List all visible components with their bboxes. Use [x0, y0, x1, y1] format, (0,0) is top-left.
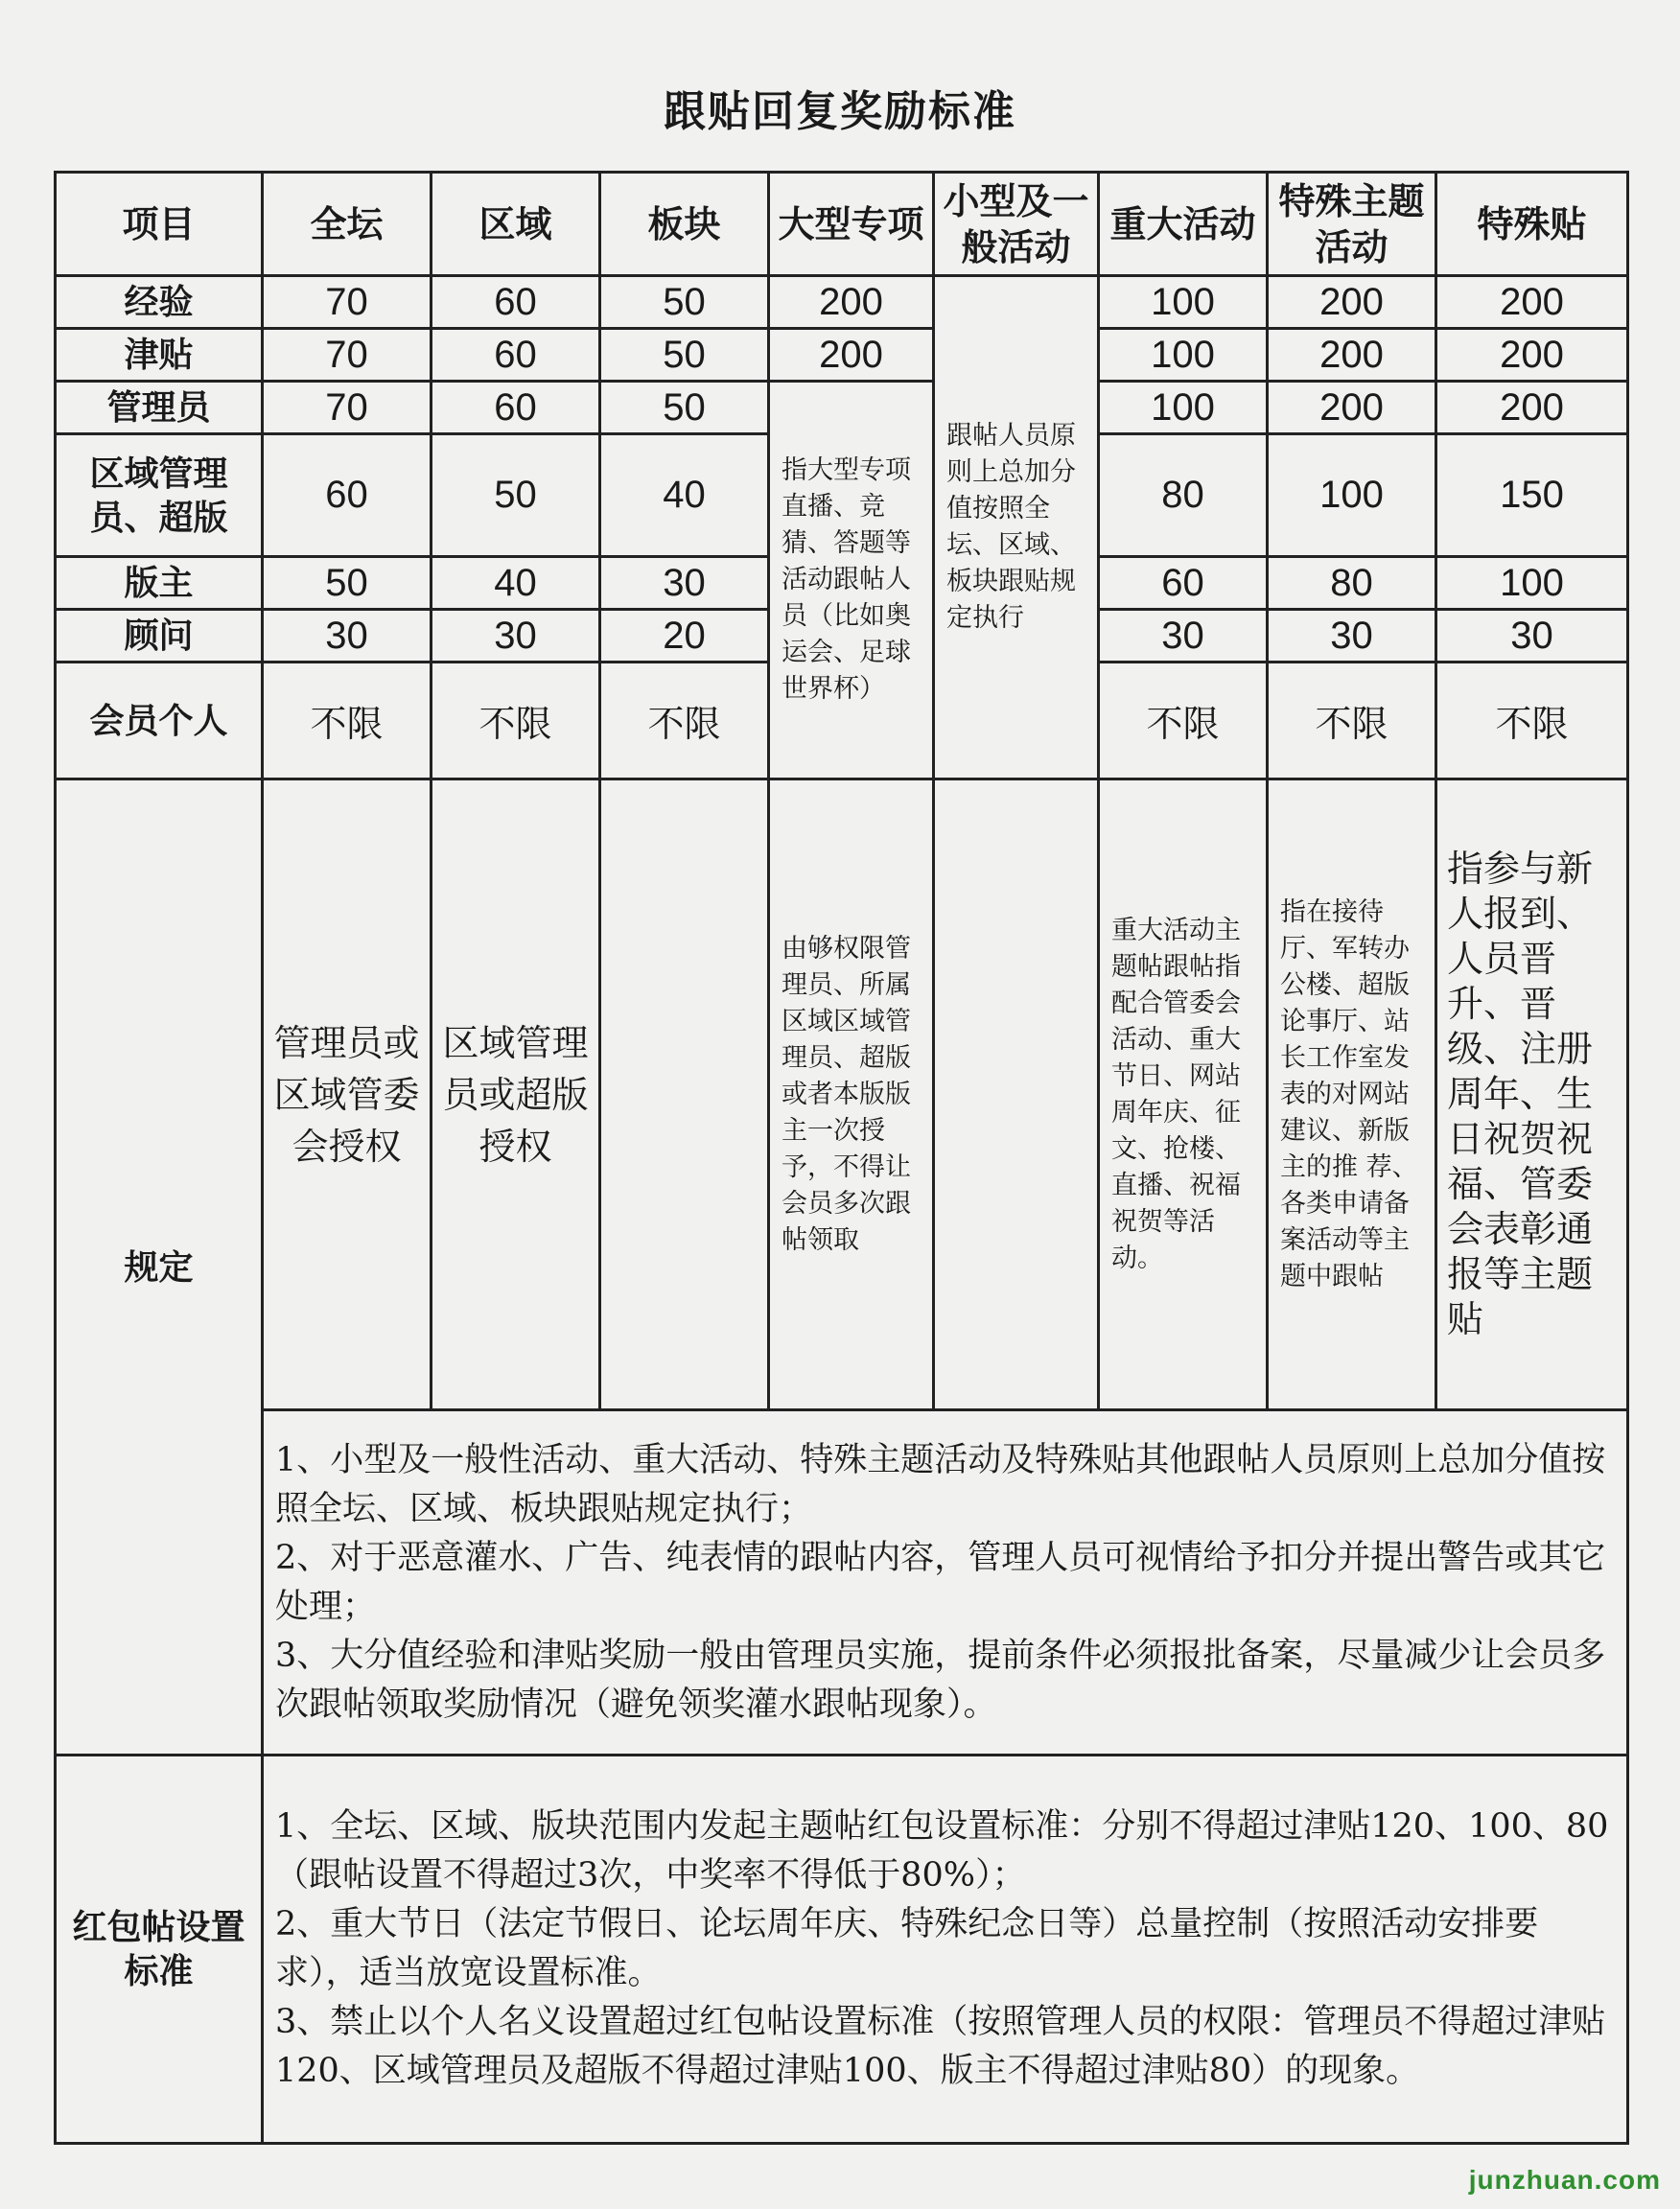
cell-advisor-region: 30: [432, 610, 600, 663]
cell-member-region: 不限: [432, 663, 600, 779]
cell-admin-special-post: 200: [1436, 382, 1628, 434]
header-small-activity: 小型及一般活动: [934, 173, 1099, 276]
red-packet-item: 2、重大节日（法定节假日、论坛周年庆、特殊纪念日等）总量控制（按照活动安排要求），适当放宽设置标准。: [275, 1905, 1539, 1992]
cell-region-admin-major: 80: [1099, 434, 1268, 557]
cell-advisor-block: 20: [600, 610, 769, 663]
row-label-red-packet: 红包帖设置标准: [56, 1756, 263, 2144]
cell-moderator-special-post: 100: [1436, 557, 1628, 610]
cell-moderator-region: 40: [432, 557, 600, 610]
cell-advisor-major: 30: [1099, 610, 1268, 663]
rule-major-activity: 重大活动主题帖跟帖指配合管委会活动、重大节日、网站周年庆、征文、抢楼、直播、祝福祝贺等活动。: [1099, 779, 1268, 1410]
note-item: 2、对于恶意灌水、广告、纯表情的跟帖内容，管理人员可视情给予扣分并提出警告或其它处理；: [275, 1538, 1606, 1626]
rule-special-theme: 指在接待厅、军转办公楼、超版论事厅、站长工作室发表的对网站建议、新版主的推 荐、各类申请备案活动等主题中跟帖: [1268, 779, 1436, 1410]
red-packet-item: 3、禁止以个人名义设置超过红包帖设置标准（按照管理人员的权限：管理员不得超过津贴120、区域管理员及超版不得超过津贴100、版主不得超过津贴80）的现象。: [275, 2003, 1606, 2090]
note-item: 1、小型及一般性活动、重大活动、特殊主题活动及特殊贴其他跟帖人员原则上总加分值按照全坛、区域、板块跟贴规定执行；: [275, 1440, 1606, 1528]
cell-admin-special-theme: 200: [1268, 382, 1436, 434]
cell-moderator-major: 60: [1099, 557, 1268, 610]
general-notes: [263, 1410, 1628, 1756]
row-label-advisor: 顾问: [56, 610, 263, 663]
row-notes: [56, 1410, 1628, 1756]
header-special-post: 特殊贴: [1436, 173, 1628, 276]
cell-allow-forum: 70: [263, 329, 432, 382]
cell-member-major: 不限: [1099, 663, 1268, 779]
row-label-allowance: 津贴: [56, 329, 263, 382]
rule-special-post: 指参与新人报到、人员晋升、晋级、注册周年、生日祝贺祝福、管委会表彰通报等主题贴: [1436, 779, 1628, 1410]
cell-moderator-block: 30: [600, 557, 769, 610]
cell-exp-major: 100: [1099, 276, 1268, 329]
cell-region-admin-forum: 60: [263, 434, 432, 557]
row-rules: [56, 779, 1628, 1410]
rule-region: 区域管理员或超版授权: [432, 779, 600, 1410]
header-row: [56, 173, 1628, 276]
rule-small-activity: [934, 779, 1099, 1410]
row-allowance: [56, 329, 1628, 382]
cell-exp-region: 60: [432, 276, 600, 329]
header-region: 区域: [432, 173, 600, 276]
cell-allow-special-post: 200: [1436, 329, 1628, 382]
row-exp: [56, 276, 1628, 329]
small-activity-description: 跟帖人员原则上总加分值按照全坛、区域、板块跟贴规定执行: [934, 276, 1099, 779]
cell-member-special-post: 不限: [1436, 663, 1628, 779]
header-special-theme: 特殊主题活动: [1268, 173, 1436, 276]
header-large-special: 大型专项: [769, 173, 934, 276]
cell-allow-large-special: 200: [769, 329, 934, 382]
cell-advisor-special-post: 30: [1436, 610, 1628, 663]
cell-exp-special-theme: 200: [1268, 276, 1436, 329]
header-block: 板块: [600, 173, 769, 276]
red-packet-standard: [263, 1756, 1628, 2144]
row-label-member: 会员个人: [56, 663, 263, 779]
red-packet-item: 1、全坛、区域、版块范围内发起主题帖红包设置标准：分别不得超过津贴120、100、80（跟帖设置不得超过3次，中奖率不得低于80%）；: [275, 1807, 1609, 1895]
note-item: 3、大分值经验和津贴奖励一般由管理员实施，提前条件必须报批备案，尽量减少让会员多次跟帖领取奖励情况（避免领奖灌水跟帖现象）。: [275, 1636, 1606, 1724]
cell-allow-region: 60: [432, 329, 600, 382]
row-label-admin: 管理员: [56, 382, 263, 434]
page-title: 跟贴回复奖励标准: [664, 87, 1016, 136]
cell-exp-large-special: 200: [769, 276, 934, 329]
cell-exp-special-post: 200: [1436, 276, 1628, 329]
cell-region-admin-special-theme: 100: [1268, 434, 1436, 557]
rule-forum: 管理员或区域管委会授权: [263, 779, 432, 1410]
cell-moderator-special-theme: 80: [1268, 557, 1436, 610]
site-watermark: junzhuan.com: [1468, 2165, 1661, 2195]
header-item: 项目: [56, 173, 263, 276]
row-admin: [56, 382, 1628, 434]
cell-advisor-forum: 30: [263, 610, 432, 663]
row-red-packet: [56, 1756, 1628, 2144]
reward-standard-table: [54, 171, 1629, 2145]
cell-admin-forum: 70: [263, 382, 432, 434]
rule-large-special: 由够权限管理员、所属区域区域管理员、超版或者本版版主一次授予，不得让会员多次跟帖领取: [769, 779, 934, 1410]
cell-allow-special-theme: 200: [1268, 329, 1436, 382]
cell-advisor-special-theme: 30: [1268, 610, 1436, 663]
row-label-moderator: 版主: [56, 557, 263, 610]
rule-block: [600, 779, 769, 1410]
cell-moderator-forum: 50: [263, 557, 432, 610]
cell-member-forum: 不限: [263, 663, 432, 779]
cell-admin-block: 50: [600, 382, 769, 434]
row-label-rules: 规定: [56, 779, 263, 1756]
cell-region-admin-special-post: 150: [1436, 434, 1628, 557]
row-label-region-admin: 区域管理员、超版: [56, 434, 263, 557]
header-forum: 全坛: [263, 173, 432, 276]
cell-region-admin-block: 40: [600, 434, 769, 557]
row-label-exp: 经验: [56, 276, 263, 329]
cell-region-admin-region: 50: [432, 434, 600, 557]
cell-admin-region: 60: [432, 382, 600, 434]
cell-allow-block: 50: [600, 329, 769, 382]
cell-exp-block: 50: [600, 276, 769, 329]
cell-allow-major: 100: [1099, 329, 1268, 382]
large-special-description: 指大型专项直播、竞猜、答题等活动跟帖人员（比如奥运会、足球世界杯）: [769, 382, 934, 779]
cell-exp-forum: 70: [263, 276, 432, 329]
cell-admin-major: 100: [1099, 382, 1268, 434]
cell-member-block: 不限: [600, 663, 769, 779]
cell-member-special-theme: 不限: [1268, 663, 1436, 779]
header-major-activity: 重大活动: [1099, 173, 1268, 276]
